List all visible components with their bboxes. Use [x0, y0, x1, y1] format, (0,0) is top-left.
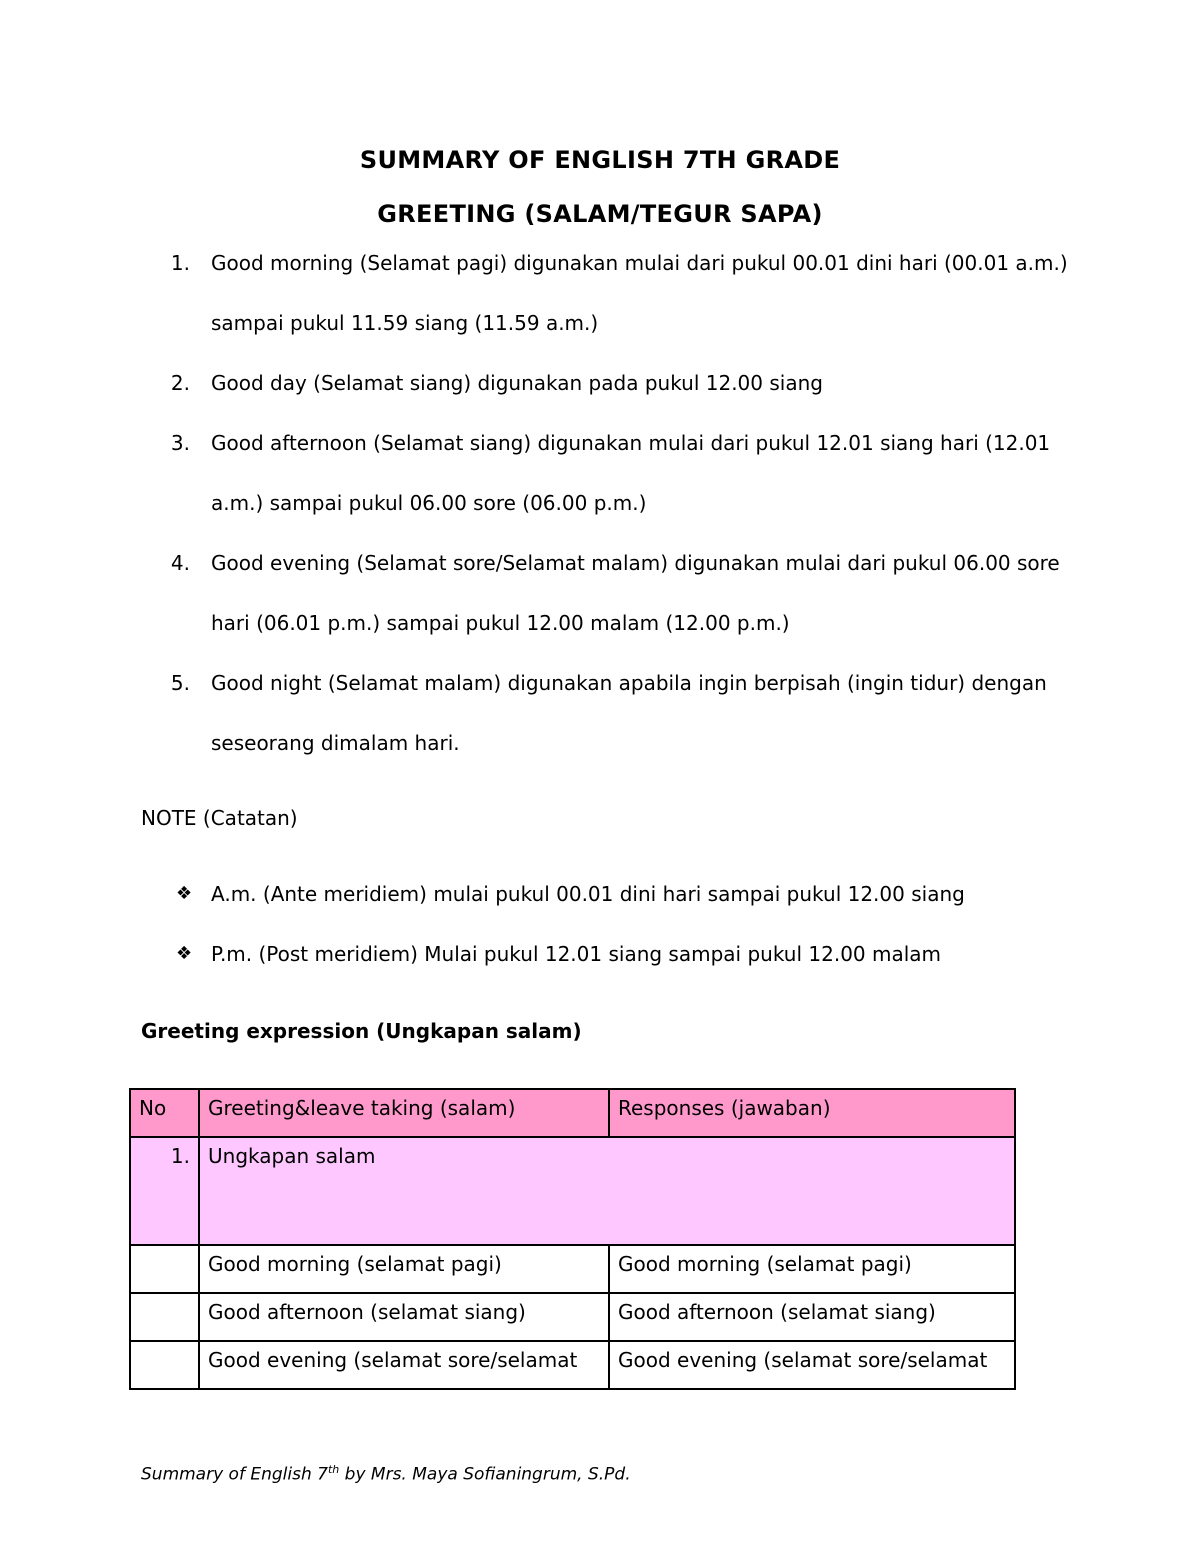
item-number: 4. — [170, 551, 190, 575]
section-heading: Greeting expression (Ungkapan salam) — [141, 1019, 582, 1043]
item-line: sampai pukul 11.59 siang (11.59 a.m.) — [211, 311, 599, 335]
table-cell: Good afternoon (selamat siang) — [609, 1293, 1015, 1341]
item-number: 5. — [170, 671, 190, 695]
table-cell: Good afternoon (selamat siang) — [199, 1293, 609, 1341]
table-cell: Good morning (selamat pagi) — [609, 1245, 1015, 1293]
header-cell-responses: Responses (jawaban) — [609, 1089, 1015, 1137]
item-line: a.m.) sampai pukul 06.00 sore (06.00 p.m.) — [211, 491, 647, 515]
footer-text: Summary of English 7 — [141, 1464, 328, 1485]
diamond-bullet-icon: ❖ — [176, 943, 193, 964]
item-line: Good evening (Selamat sore/Selamat malam) digunakan mulai dari pukul 06.00 sore — [211, 551, 1060, 575]
table-header-row — [130, 1089, 1015, 1137]
table-cell — [130, 1293, 199, 1341]
note-heading: NOTE (Catatan) — [141, 806, 298, 830]
header-cell-greeting: Greeting&leave taking (salam) — [199, 1089, 609, 1137]
table-row — [130, 1245, 1015, 1293]
footer-author: by Mrs. Maya Sofianingrum, S.Pd. — [339, 1464, 631, 1485]
header-cell-no: No — [130, 1089, 199, 1137]
note-bullet: P.m. (Post meridiem) Mulai pukul 12.01 siang sampai pukul 12.00 malam — [211, 942, 942, 966]
item-line: Good night (Selamat malam) digunakan apabila ingin berpisah (ingin tidur) dengan — [211, 671, 1047, 695]
item-line: hari (06.01 p.m.) sampai pukul 12.00 malam (12.00 p.m.) — [211, 611, 790, 635]
item-line: Good afternoon (Selamat siang) digunakan mulai dari pukul 12.01 siang hari (12.01 — [211, 431, 1051, 455]
note-bullet: A.m. (Ante meridiem) mulai pukul 00.01 dini hari sampai pukul 12.00 siang — [211, 882, 965, 906]
table-row — [130, 1293, 1015, 1341]
table-cell: Good evening (selamat sore/selamat — [199, 1341, 609, 1389]
item-line: Good day (Selamat siang) digunakan pada pukul 12.00 siang — [211, 371, 823, 395]
subheader-label: Ungkapan salam — [199, 1137, 1015, 1245]
table-cell — [130, 1341, 199, 1389]
item-line: seseorang dimalam hari. — [211, 731, 460, 755]
table-subheader-row — [130, 1137, 1015, 1245]
footer-superscript: th — [327, 1463, 340, 1476]
item-number: 2. — [170, 371, 190, 395]
table-cell: Good morning (selamat pagi) — [199, 1245, 609, 1293]
greeting-table — [129, 1088, 1016, 1390]
table-cell — [130, 1245, 199, 1293]
diamond-bullet-icon: ❖ — [176, 883, 193, 904]
subheader-number: 1. — [130, 1137, 199, 1245]
table-row — [130, 1341, 1015, 1389]
document-subtitle: GREETING (SALAM/TEGUR SAPA) — [377, 200, 823, 228]
item-number: 1. — [170, 251, 190, 275]
item-number: 3. — [170, 431, 190, 455]
table-cell: Good evening (selamat sore/selamat — [609, 1341, 1015, 1389]
page-footer — [141, 1457, 631, 1488]
item-line: Good morning (Selamat pagi) digunakan mulai dari pukul 00.01 dini hari (00.01 a.m.) — [211, 251, 1068, 275]
document-title: SUMMARY OF ENGLISH 7TH GRADE — [359, 146, 841, 174]
